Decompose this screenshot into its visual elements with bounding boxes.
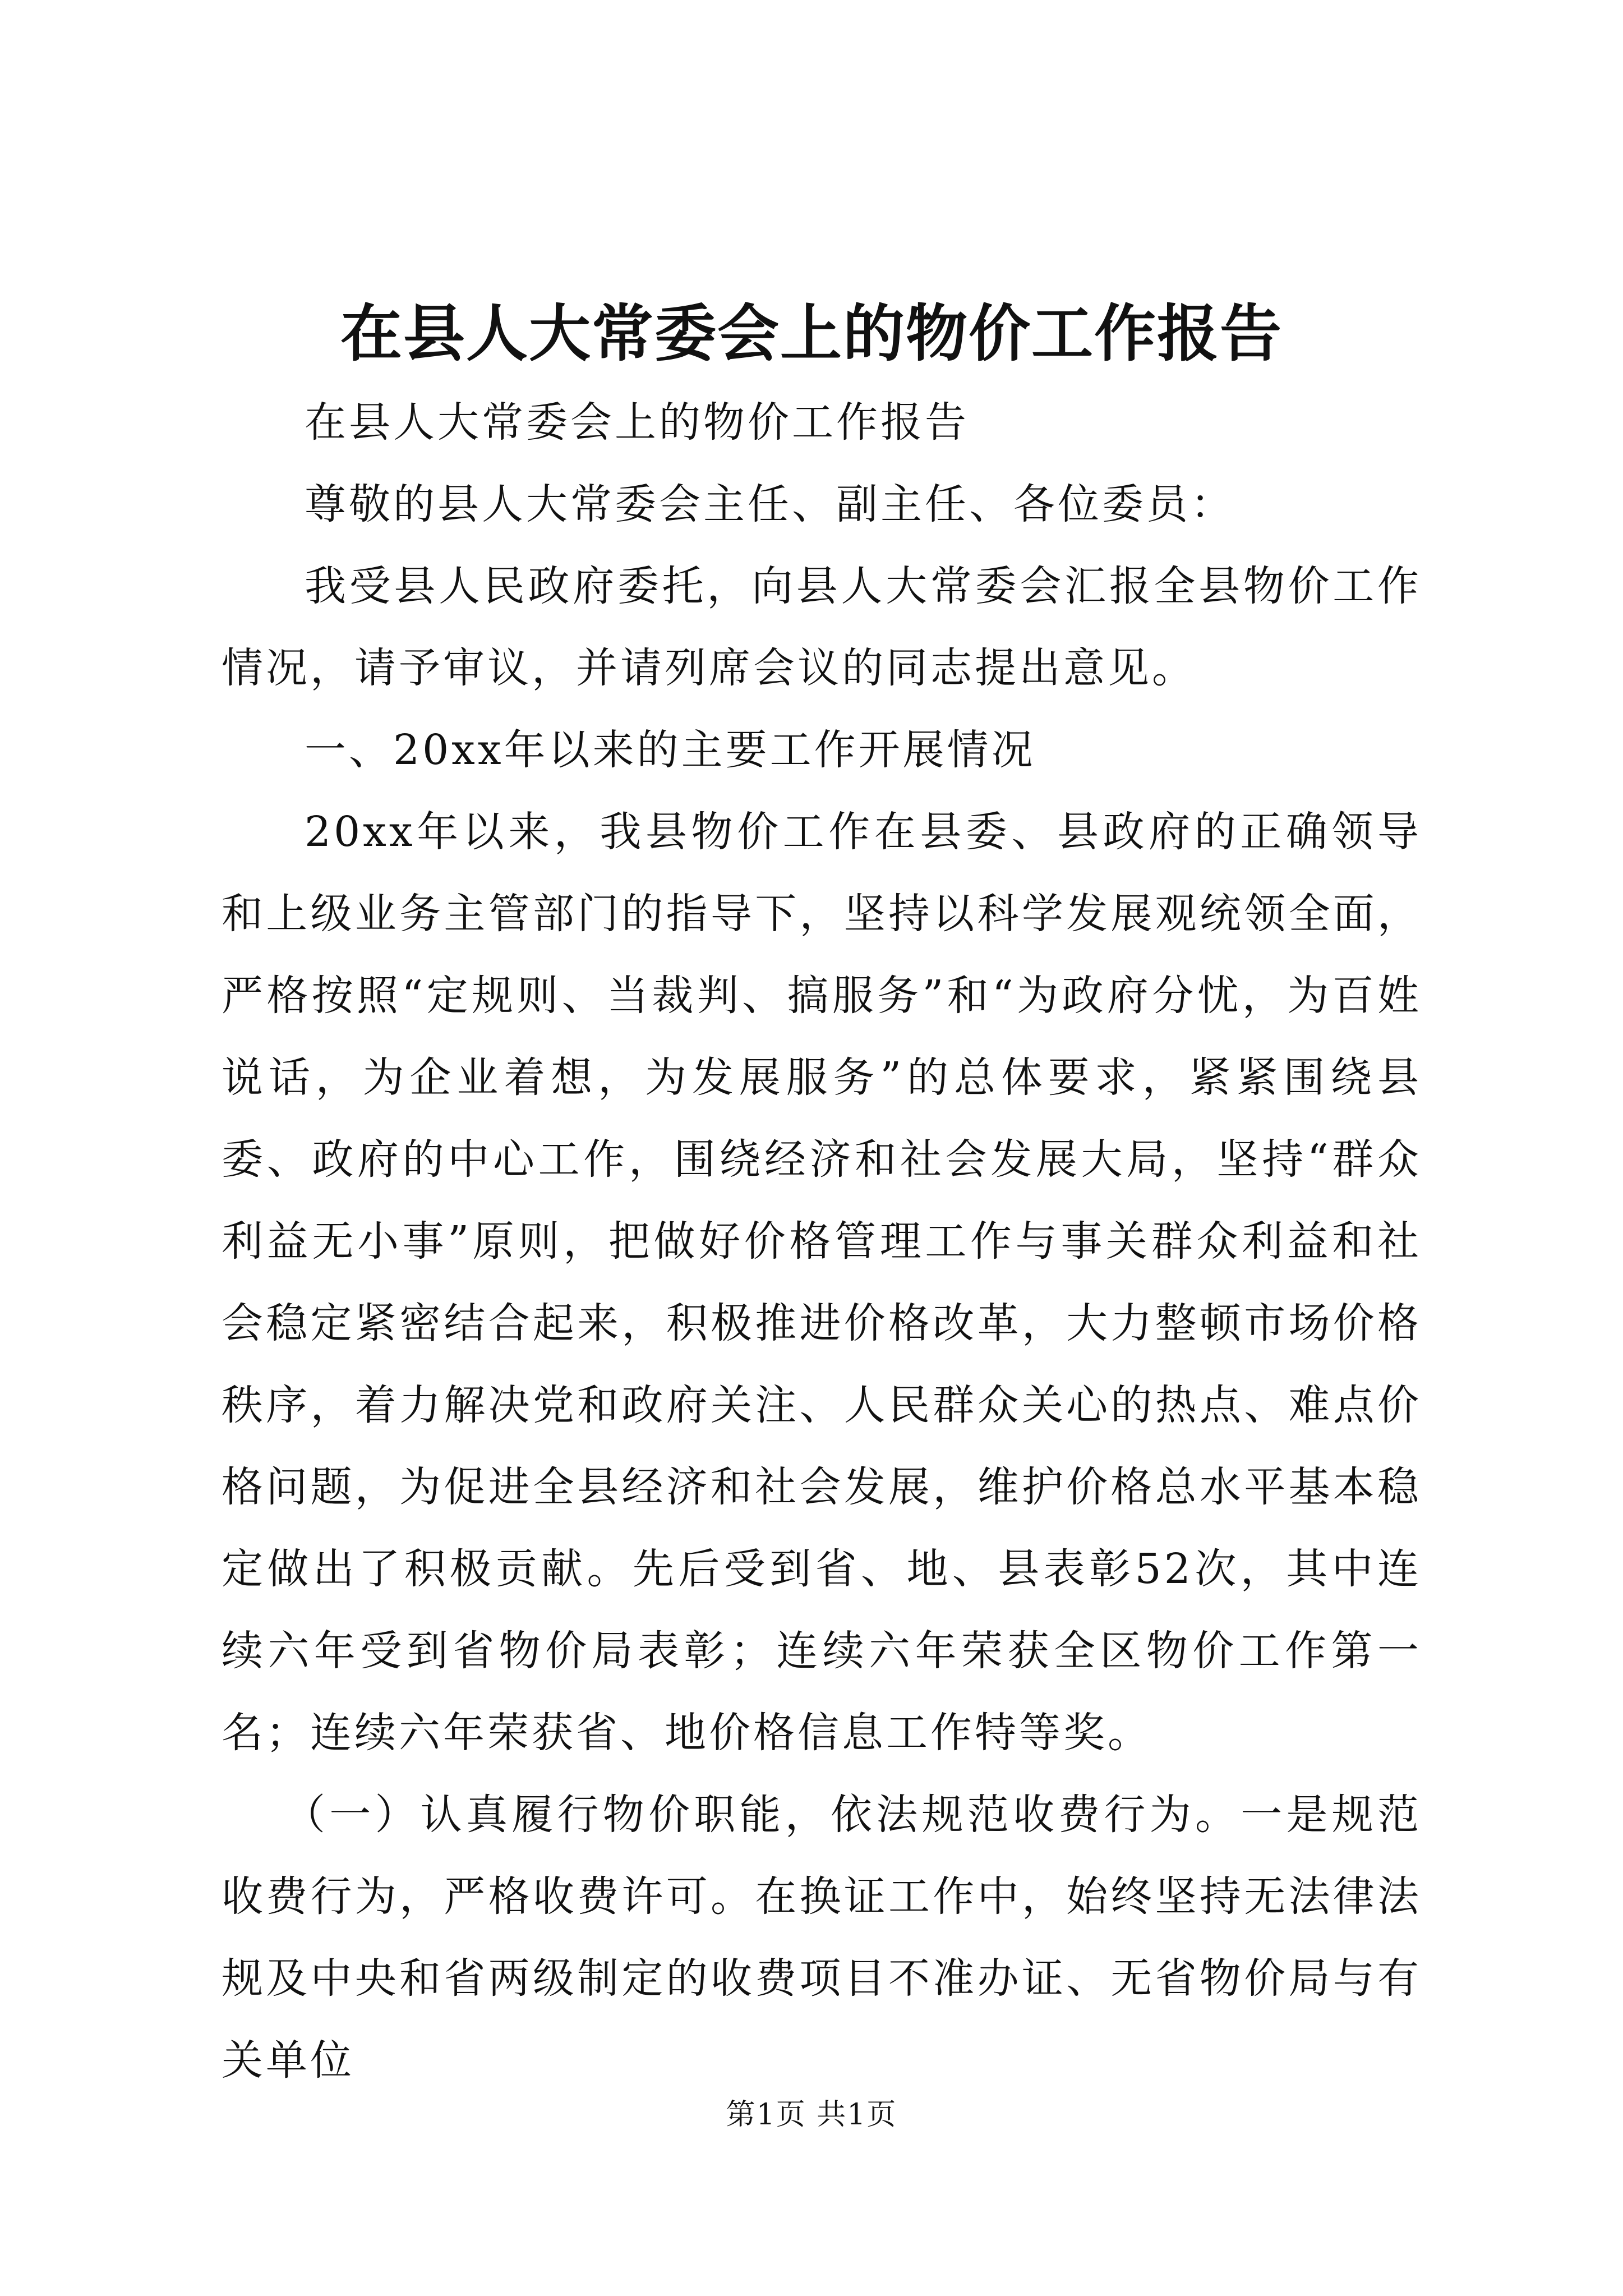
document-body bbox=[222, 381, 1422, 2101]
section-heading-1: 一、20xx年以来的主要工作开展情况 bbox=[305, 726, 1036, 774]
paragraph-intro: 我受县人民政府委托，向县人大常委会汇报全县物价工作情况，请予审议，并请列席会议的同志提出意见。 bbox=[222, 562, 1422, 692]
subsection-paragraph-1: （一）认真履行物价职能，依法规范收费行为。一是规范收费行为，严格收费许可。在换证工作中，始终坚持无法律法规及中央和省两级制定的收费项目不准办证、无省物价局与有关单位 bbox=[222, 1791, 1422, 2085]
document-title: 在县人大常委会上的物价工作报告 bbox=[340, 297, 1283, 370]
page-footer: 第1页 共1页 bbox=[726, 2098, 897, 2132]
paragraph-summary: 20xx年以来，我县物价工作在县委、县政府的正确领导和上级业务主管部门的指导下，坚持以科学发展观统领全面，严格按照“定规则、当裁判、搞服务”和“为政府分忧，为百姓说话，为企业着想，为发展服务”的总体要求，紧紧围绕县委、政府的中心工作，围绕经济和社会发展大局，坚持“群众利益无小事”原则，把做好价格管理工作与事关群众利益和社会稳定紧密结合起来，积极推进价格改革，大力整顿市场价格秩序，着力解决党和政府关注、人民群众关心的热点、难点价格问题，为促进全县经济和社会发展，维护价格总水平基本稳定做出了积极贡献。先后受到省、地、县表彰52次，其中连续六年受到省物价局表彰；连续六年荣获全区物价工作第一名；连续六年荣获省、地价格信息工作特等奖。 bbox=[222, 808, 1422, 1757]
paragraph-heading-repeat: 在县人大常委会上的物价工作报告 bbox=[305, 398, 969, 447]
paragraph-salutation: 尊敬的县人大常委会主任、副主任、各位委员： bbox=[305, 480, 1235, 528]
